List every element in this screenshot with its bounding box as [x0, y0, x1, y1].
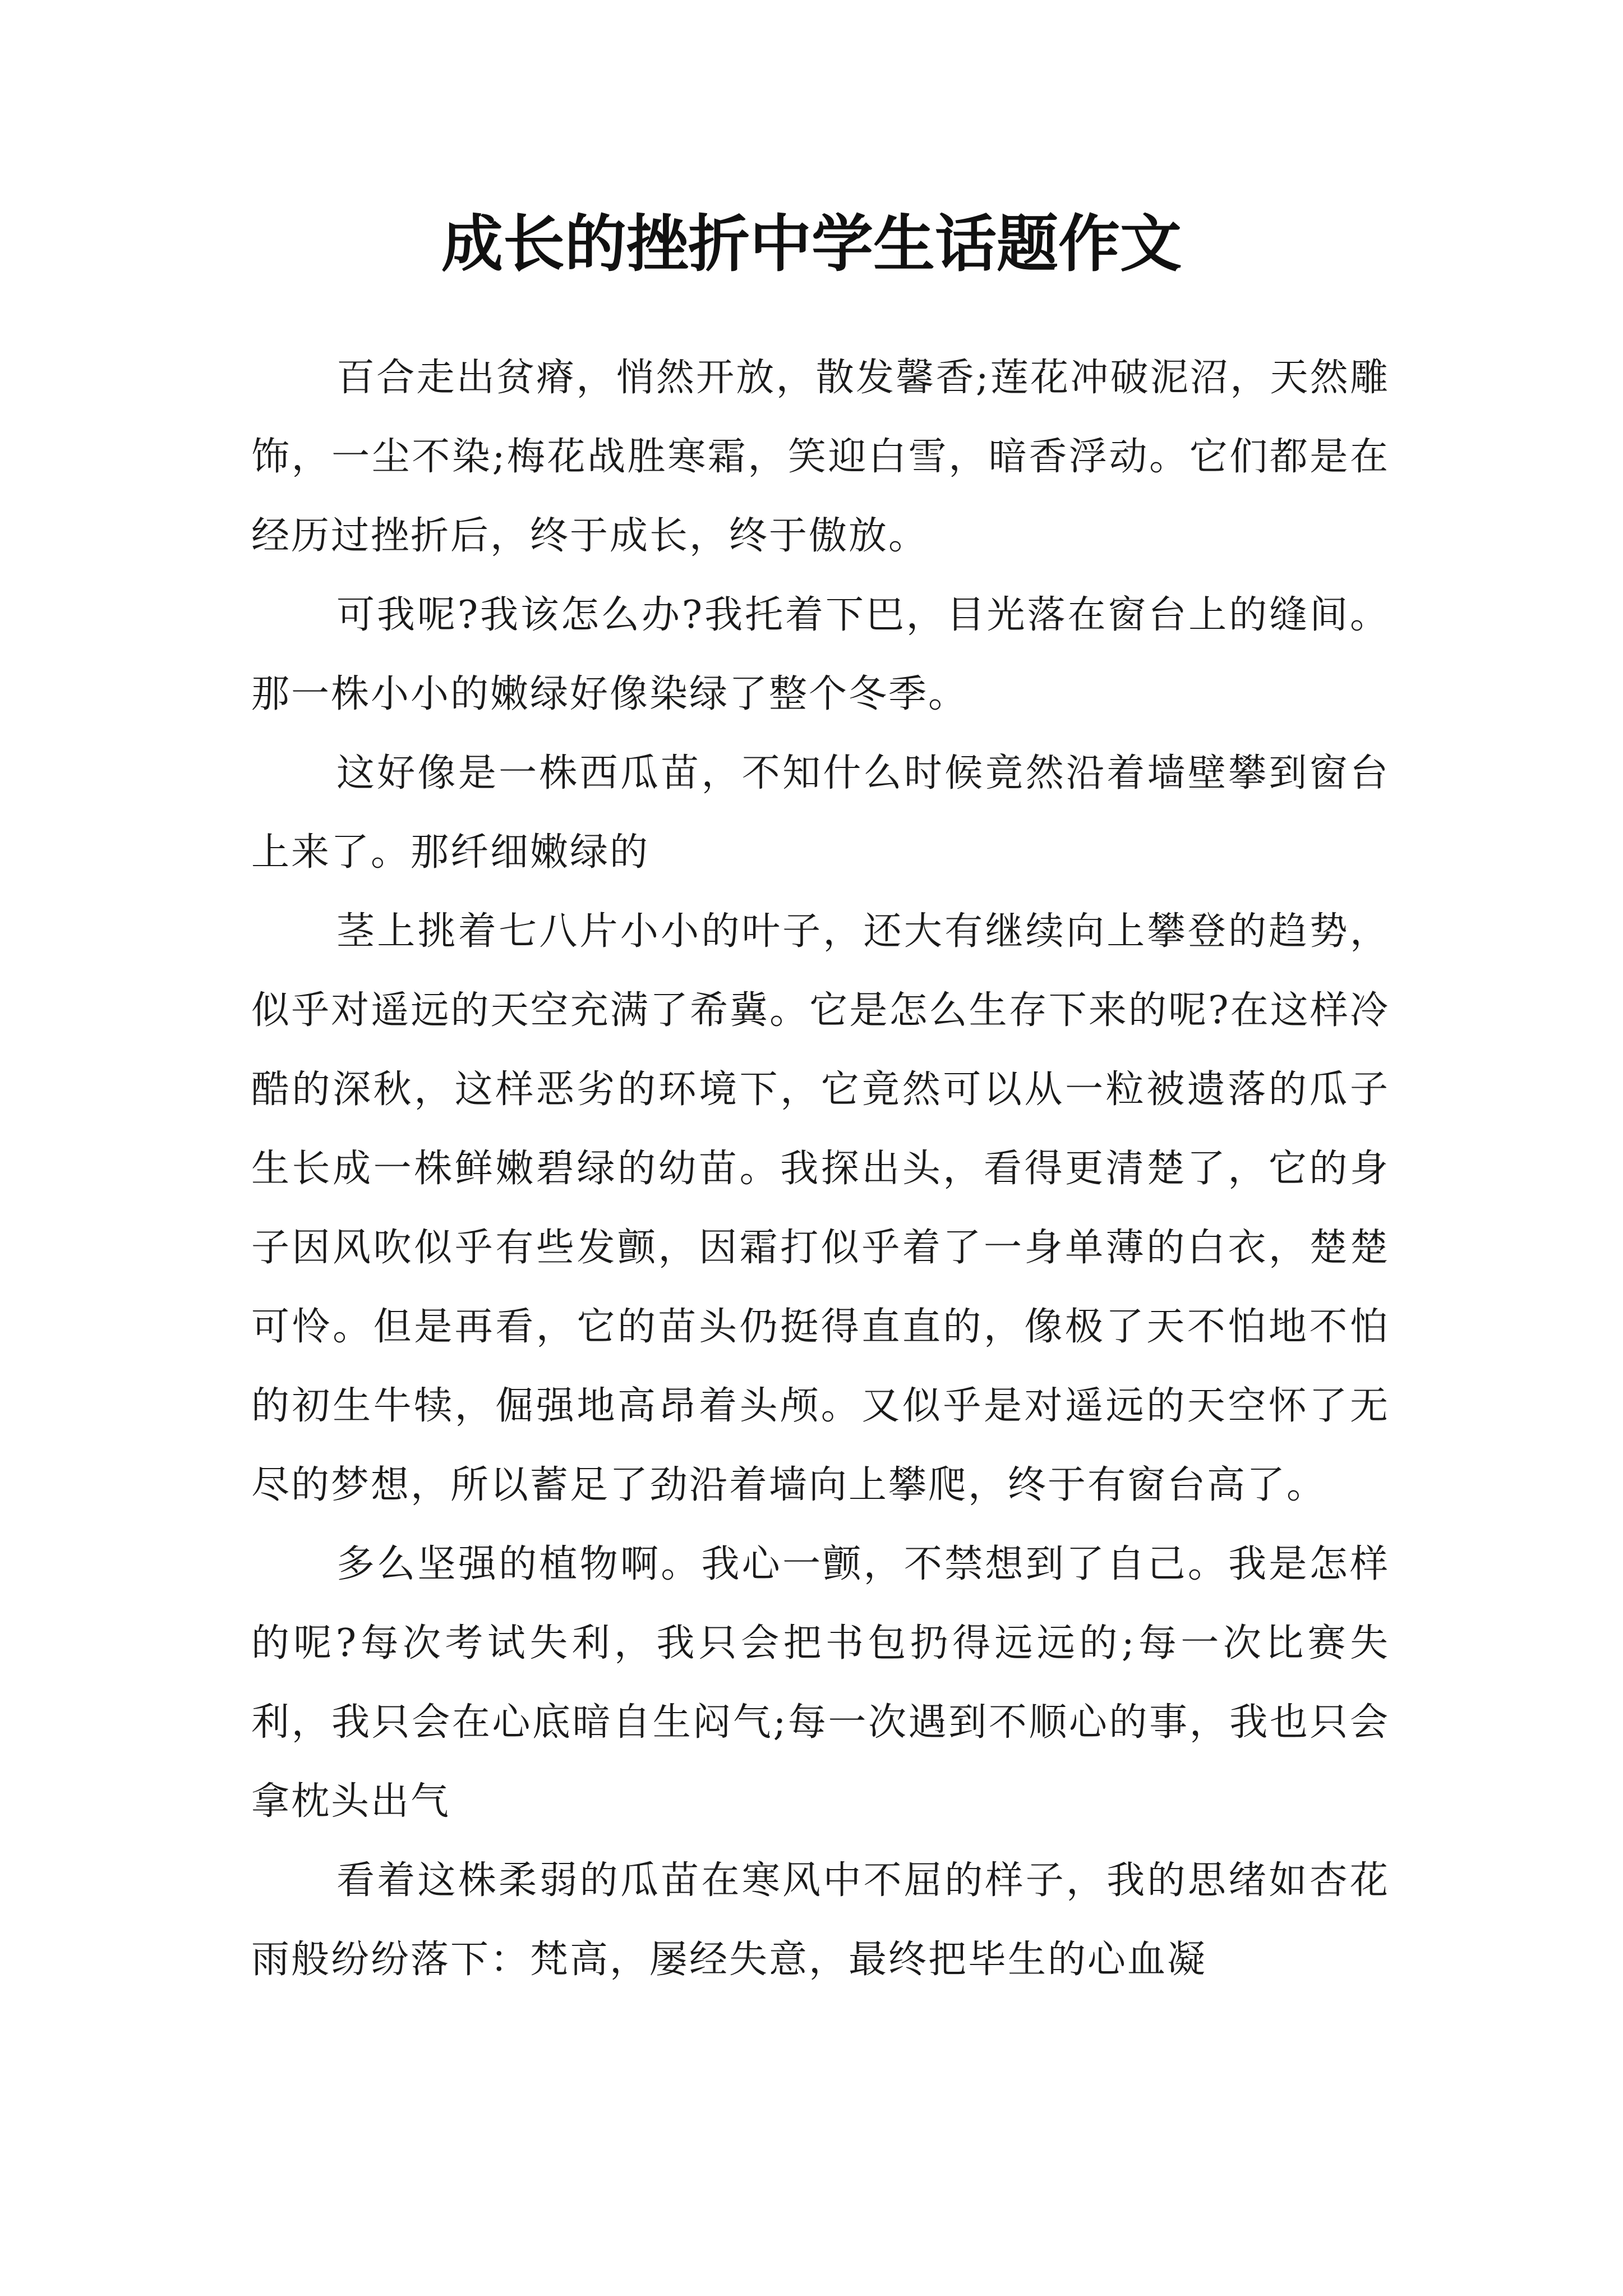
- paragraph: 看着这株柔弱的瓜苗在寒风中不屈的样子，我的思绪如杏花雨般纷纷落下：梵高，屡经失意，最终把毕生的心血凝: [251, 1858, 1390, 1982]
- document-title: 成长的挫折中学生话题作文: [441, 208, 1182, 280]
- paragraph: 这好像是一株西瓜苗，不知什么时候竟然沿着墙壁攀到窗台上来了。那纤细嫩绿的: [251, 751, 1390, 875]
- paragraph: 可我呢?我该怎么办?我托着下巴，目光落在窗台上的缝间。那一株小小的嫩绿好像染绿了整个冬季。: [251, 593, 1390, 716]
- document-body: [251, 338, 1390, 1999]
- paragraph: 茎上挑着七八片小小的叶子，还大有继续向上攀登的趋势，似乎对遥远的天空充满了希冀。它是怎么生存下来的呢?在这样冷酷的深秋，这样恶劣的环境下，它竟然可以从一粒被遗落的瓜子生长成一株鲜嫩碧绿的幼苗。我探出头，看得更清楚了，它的身子因风吹似乎有些发颤，因霜打似乎着了一身单薄的白衣，楚楚可怜。但是再看，它的苗头仍挺得直直的，像极了天不怕地不怕的初生牛犊，倔强地高昂着头颅。又似乎是对遥远的天空怀了无尽的梦想，所以蓄足了劲沿着墙向上攀爬，终于有窗台高了。: [251, 909, 1390, 1507]
- paragraph: 多么坚强的植物啊。我心一颤，不禁想到了自己。我是怎样的呢?每次考试失利，我只会把书包扔得远远的;每一次比赛失利，我只会在心底暗自生闷气;每一次遇到不顺心的事，我也只会拿枕头出气: [251, 1542, 1390, 1824]
- paragraph: 百合走出贫瘠，悄然开放，散发馨香;莲花冲破泥沼，天然雕饰，一尘不染;梅花战胜寒霜，笑迎白雪，暗香浮动。它们都是在经历过挫折后，终于成长，终于傲放。: [251, 356, 1390, 558]
